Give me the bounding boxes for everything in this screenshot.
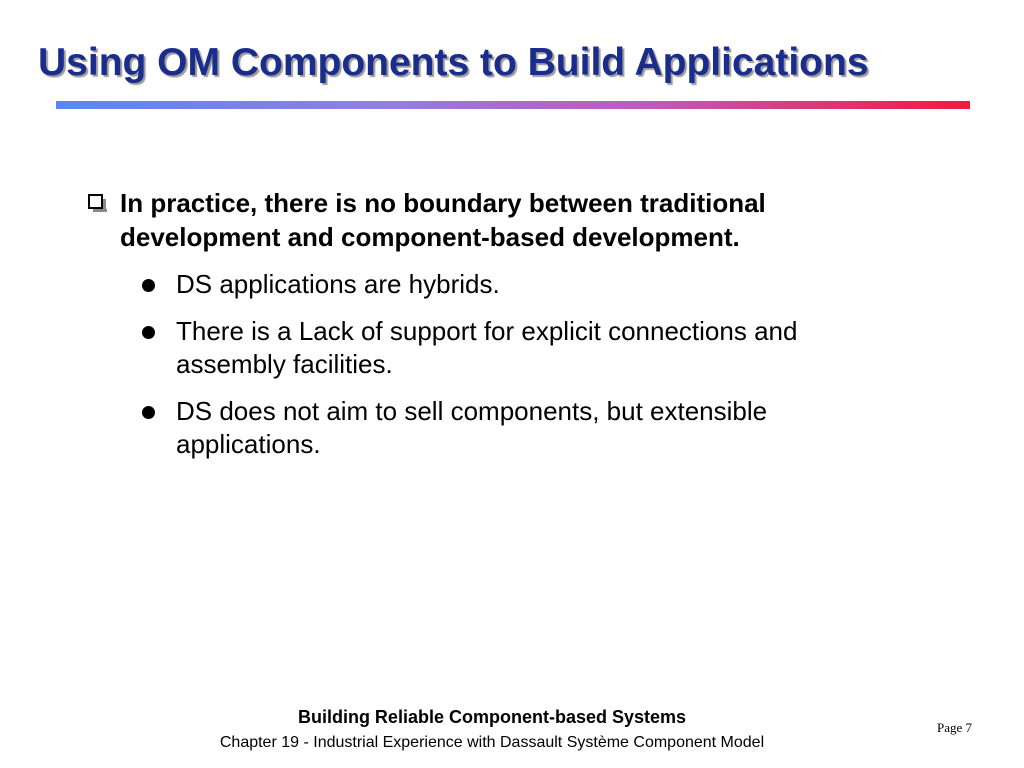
footer-book-title: Building Reliable Component-based Systems xyxy=(297,707,687,727)
sub-bullet-item xyxy=(86,315,906,381)
sub-bullet-item xyxy=(86,268,906,301)
title-underline-gradient xyxy=(56,101,970,109)
dot-bullet-icon xyxy=(142,406,155,419)
footer-chapter: Chapter 19 - Industrial Experience with Dassault Système Component Model xyxy=(219,734,765,751)
dot-bullet-icon xyxy=(142,326,155,339)
slide-title: Using OM Components to Build Applications xyxy=(38,41,869,84)
dot-bullet-icon xyxy=(142,279,155,292)
checkbox-bullet-icon xyxy=(88,194,103,209)
sub-bullet-text: There is a Lack of support for explicit connections and assembly facilities. xyxy=(176,316,798,379)
main-bullet xyxy=(86,186,906,254)
page-number: Page 7 xyxy=(936,720,972,735)
sub-bullet-list xyxy=(86,268,906,461)
sub-bullet-item xyxy=(86,395,906,461)
slide-content xyxy=(86,186,906,475)
sub-bullet-text: DS does not aim to sell components, but extensible applications. xyxy=(176,396,768,459)
sub-bullet-text: DS applications are hybrids. xyxy=(176,269,500,299)
main-bullet-text: In practice, there is no boundary between traditional development and component-based development. xyxy=(120,188,766,252)
